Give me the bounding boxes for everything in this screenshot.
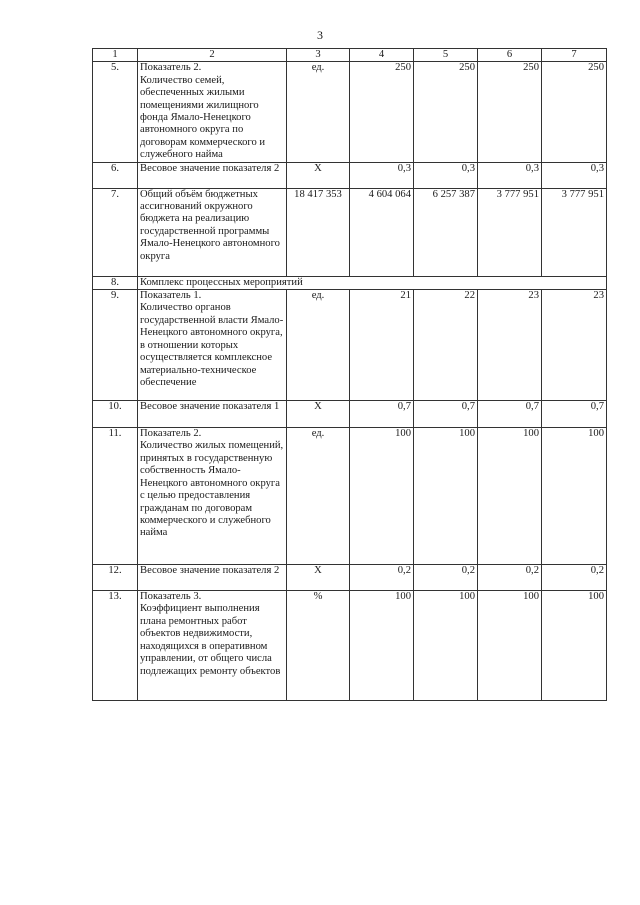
value-col-5: 0,3 [414, 162, 478, 188]
value-col-5: 22 [414, 290, 478, 401]
column-header: 3 [287, 49, 350, 62]
value-col-4: 100 [350, 428, 414, 565]
unit-cell: X [287, 162, 350, 188]
indicator-name: Показатель 3. Коэффициент выполнения плана ремонтных работ объектов недвижимости, находящихся в оперативном управлении, от общего числа подлежащих ремонту объектов [138, 591, 287, 701]
value-col-5: 100 [414, 428, 478, 565]
value-col-4: 0,3 [350, 162, 414, 188]
indicator-name: Показатель 1. Количество органов государственной власти Ямало-Ненецкого автономного округа, в отношении которых осуществляется комплексное материально-техническое обеспечение [138, 290, 287, 401]
row-number: 8. [93, 276, 138, 289]
value-col-7: 0,3 [542, 162, 607, 188]
value-col-6: 3 777 951 [478, 188, 542, 276]
indicator-name: Весовое значение показателя 2 [138, 565, 287, 591]
value-col-7: 0,2 [542, 565, 607, 591]
table-row [93, 428, 607, 565]
value-col-6: 100 [478, 428, 542, 565]
indicator-name: Весовое значение показателя 1 [138, 401, 287, 428]
row-number: 13. [93, 591, 138, 701]
row-number: 6. [93, 162, 138, 188]
value-col-7: 100 [542, 428, 607, 565]
value-col-5: 250 [414, 62, 478, 162]
value-col-7: 23 [542, 290, 607, 401]
row-number: 7. [93, 188, 138, 276]
total-value-cell: 18 417 353 [287, 188, 350, 276]
unit-cell: X [287, 565, 350, 591]
column-header: 7 [542, 49, 607, 62]
row-number: 11. [93, 428, 138, 565]
table-row [93, 565, 607, 591]
value-col-4: 100 [350, 591, 414, 701]
indicator-name: Общий объём бюджетных ассигнований окружного бюджета на реализацию государственной программы Ямало-Ненецкого автономного округа [138, 188, 287, 276]
unit-cell: ед. [287, 428, 350, 565]
table-row [93, 62, 607, 162]
value-col-6: 100 [478, 591, 542, 701]
value-col-5: 6 257 387 [414, 188, 478, 276]
unit-cell: X [287, 401, 350, 428]
value-col-5: 100 [414, 591, 478, 701]
value-col-4: 0,7 [350, 401, 414, 428]
value-col-4: 0,2 [350, 565, 414, 591]
value-col-7: 250 [542, 62, 607, 162]
row-number: 9. [93, 290, 138, 401]
column-header: 1 [93, 49, 138, 62]
table-row [93, 188, 607, 276]
value-col-6: 0,2 [478, 565, 542, 591]
value-col-4: 21 [350, 290, 414, 401]
column-header: 5 [414, 49, 478, 62]
row-number: 12. [93, 565, 138, 591]
column-header: 4 [350, 49, 414, 62]
table-row [93, 591, 607, 701]
indicators-table [92, 48, 607, 701]
value-col-6: 0,7 [478, 401, 542, 428]
unit-cell: ед. [287, 290, 350, 401]
value-col-6: 23 [478, 290, 542, 401]
indicator-name: Весовое значение показателя 2 [138, 162, 287, 188]
table-row [93, 401, 607, 428]
row-number: 10. [93, 401, 138, 428]
column-number-row [93, 49, 607, 62]
column-header: 6 [478, 49, 542, 62]
indicator-name: Показатель 2. Количество семей, обеспеченных жилыми помещениями жилищного фонда Ямало-Ненецкого автономного округа по договорам коммерческого и служебного найма [138, 62, 287, 162]
value-col-4: 250 [350, 62, 414, 162]
row-number: 5. [93, 62, 138, 162]
value-col-7: 0,7 [542, 401, 607, 428]
section-title: Комплекс процессных мероприятий [138, 276, 607, 289]
value-col-4: 4 604 064 [350, 188, 414, 276]
value-col-6: 250 [478, 62, 542, 162]
value-col-7: 3 777 951 [542, 188, 607, 276]
column-header: 2 [138, 49, 287, 62]
table-row [93, 290, 607, 401]
value-col-5: 0,2 [414, 565, 478, 591]
value-col-7: 100 [542, 591, 607, 701]
indicator-name: Показатель 2. Количество жилых помещений, принятых в государственную собственность Ямало-Ненецкого автономного округа с целью предоставления гражданам по договорам коммерческого и служебного найма [138, 428, 287, 565]
value-col-5: 0,7 [414, 401, 478, 428]
value-col-6: 0,3 [478, 162, 542, 188]
section-row [93, 276, 607, 289]
unit-cell: % [287, 591, 350, 701]
table-row [93, 162, 607, 188]
page-number: 3 [317, 28, 323, 42]
unit-cell: ед. [287, 62, 350, 162]
